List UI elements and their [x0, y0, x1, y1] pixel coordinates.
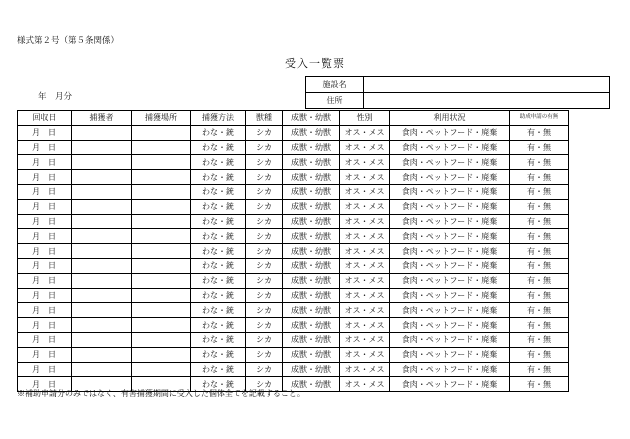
cell-hunter[interactable]	[72, 155, 132, 170]
cell-collection-date[interactable]: 月 日	[18, 332, 72, 347]
cell-age[interactable]: 成獣・幼獣	[283, 244, 340, 259]
cell-collection-date[interactable]: 月 日	[18, 258, 72, 273]
table-row	[18, 332, 569, 347]
cell-subsidy[interactable]: 有・無	[510, 318, 569, 333]
table-row	[18, 362, 569, 377]
cell-capture-method[interactable]: わな・銃	[191, 199, 246, 214]
cell-usage[interactable]: 食肉・ペットフード・廃棄	[390, 362, 510, 377]
cell-species[interactable]: シカ	[246, 244, 283, 259]
col-header-usage: 利用状況	[390, 111, 510, 126]
cell-usage[interactable]: 食肉・ペットフード・廃棄	[390, 347, 510, 362]
cell-collection-date[interactable]: 月 日	[18, 318, 72, 333]
cell-subsidy[interactable]: 有・無	[510, 184, 569, 199]
cell-age[interactable]: 成獣・幼獣	[283, 155, 340, 170]
cell-capture-method[interactable]: わな・銃	[191, 362, 246, 377]
cell-capture-method[interactable]: わな・銃	[191, 125, 246, 140]
cell-species[interactable]: シカ	[246, 288, 283, 303]
cell-capture-method[interactable]: わな・銃	[191, 170, 246, 185]
cell-sex[interactable]: オス・メス	[340, 288, 390, 303]
cell-capture-method[interactable]: わな・銃	[191, 273, 246, 288]
cell-sex[interactable]: オス・メス	[340, 318, 390, 333]
cell-hunter[interactable]	[72, 199, 132, 214]
col-header-collection-date: 回収日	[18, 111, 72, 126]
cell-usage[interactable]: 食肉・ペットフード・廃棄	[390, 273, 510, 288]
table-row	[18, 244, 569, 259]
cell-species[interactable]: シカ	[246, 332, 283, 347]
cell-hunter[interactable]	[72, 184, 132, 199]
cell-species[interactable]: シカ	[246, 303, 283, 318]
cell-age[interactable]: 成獣・幼獣	[283, 362, 340, 377]
cell-usage[interactable]: 食肉・ペットフード・廃棄	[390, 140, 510, 155]
table-row	[18, 155, 569, 170]
table-row	[18, 184, 569, 199]
cell-capture-location[interactable]	[132, 155, 191, 170]
cell-species[interactable]: シカ	[246, 140, 283, 155]
cell-capture-method[interactable]: わな・銃	[191, 377, 246, 392]
intake-table	[17, 110, 569, 392]
cell-capture-method[interactable]: わな・銃	[191, 155, 246, 170]
cell-sex[interactable]: オス・メス	[340, 377, 390, 392]
cell-collection-date[interactable]: 月 日	[18, 377, 72, 392]
cell-subsidy[interactable]: 有・無	[510, 362, 569, 377]
cell-species[interactable]: シカ	[246, 318, 283, 333]
cell-usage[interactable]: 食肉・ペットフード・廃棄	[390, 214, 510, 229]
cell-usage[interactable]: 食肉・ペットフード・廃棄	[390, 125, 510, 140]
cell-species[interactable]: シカ	[246, 125, 283, 140]
cell-capture-location[interactable]	[132, 258, 191, 273]
cell-subsidy[interactable]: 有・無	[510, 199, 569, 214]
cell-subsidy[interactable]: 有・無	[510, 288, 569, 303]
col-header-subsidy: 助成申請の有無	[510, 111, 569, 126]
table-row	[18, 258, 569, 273]
cell-capture-location[interactable]	[132, 303, 191, 318]
cell-age[interactable]: 成獣・幼獣	[283, 258, 340, 273]
cell-sex[interactable]: オス・メス	[340, 347, 390, 362]
cell-usage[interactable]: 食肉・ペットフード・廃棄	[390, 377, 510, 392]
cell-subsidy[interactable]: 有・無	[510, 140, 569, 155]
table-row	[18, 170, 569, 185]
cell-collection-date[interactable]: 月 日	[18, 155, 72, 170]
cell-age[interactable]: 成獣・幼獣	[283, 377, 340, 392]
cell-age[interactable]: 成獣・幼獣	[283, 214, 340, 229]
table-row	[18, 229, 569, 244]
cell-subsidy[interactable]: 有・無	[510, 273, 569, 288]
cell-usage[interactable]: 食肉・ペットフード・廃棄	[390, 184, 510, 199]
cell-sex[interactable]: オス・メス	[340, 170, 390, 185]
cell-age[interactable]: 成獣・幼獣	[283, 318, 340, 333]
cell-usage[interactable]: 食肉・ペットフード・廃棄	[390, 318, 510, 333]
cell-collection-date[interactable]: 月 日	[18, 347, 72, 362]
cell-collection-date[interactable]: 月 日	[18, 362, 72, 377]
cell-capture-method[interactable]: わな・銃	[191, 244, 246, 259]
cell-species[interactable]: シカ	[246, 199, 283, 214]
cell-hunter[interactable]	[72, 362, 132, 377]
cell-subsidy[interactable]: 有・無	[510, 170, 569, 185]
cell-age[interactable]: 成獣・幼獣	[283, 347, 340, 362]
cell-capture-location[interactable]	[132, 214, 191, 229]
cell-capture-location[interactable]	[132, 229, 191, 244]
cell-usage[interactable]: 食肉・ペットフード・廃棄	[390, 170, 510, 185]
cell-sex[interactable]: オス・メス	[340, 303, 390, 318]
page-title: 受入一覧票	[285, 57, 345, 70]
facility-address-field[interactable]	[364, 93, 610, 109]
cell-capture-location[interactable]	[132, 140, 191, 155]
col-header-age: 成獣・幼獣	[283, 111, 340, 126]
cell-subsidy[interactable]: 有・無	[510, 229, 569, 244]
cell-subsidy[interactable]: 有・無	[510, 125, 569, 140]
cell-capture-method[interactable]: わな・銃	[191, 288, 246, 303]
cell-collection-date[interactable]: 月 日	[18, 288, 72, 303]
cell-sex[interactable]: オス・メス	[340, 244, 390, 259]
cell-species[interactable]: シカ	[246, 273, 283, 288]
cell-capture-location[interactable]	[132, 347, 191, 362]
cell-collection-date[interactable]: 月 日	[18, 170, 72, 185]
year-month-field[interactable]: 年 月分	[38, 92, 73, 102]
cell-collection-date[interactable]: 月 日	[18, 199, 72, 214]
cell-collection-date[interactable]: 月 日	[18, 140, 72, 155]
footnote: ※補助申請分のみではなく、有害捕獲期間に受入した個体全てを記載すること。	[17, 389, 305, 398]
cell-hunter[interactable]	[72, 303, 132, 318]
cell-sex[interactable]: オス・メス	[340, 332, 390, 347]
col-header-capture-method: 捕獲方法	[191, 111, 246, 126]
cell-hunter[interactable]	[72, 347, 132, 362]
cell-subsidy[interactable]: 有・無	[510, 244, 569, 259]
cell-sex[interactable]: オス・メス	[340, 125, 390, 140]
cell-capture-location[interactable]	[132, 288, 191, 303]
cell-subsidy[interactable]: 有・無	[510, 377, 569, 392]
cell-subsidy[interactable]: 有・無	[510, 155, 569, 170]
table-row	[18, 125, 569, 140]
cell-age[interactable]: 成獣・幼獣	[283, 303, 340, 318]
facility-address-label: 住所	[306, 93, 364, 109]
cell-age[interactable]: 成獣・幼獣	[283, 184, 340, 199]
cell-hunter[interactable]	[72, 288, 132, 303]
cell-collection-date[interactable]: 月 日	[18, 244, 72, 259]
cell-capture-method[interactable]: わな・銃	[191, 332, 246, 347]
table-row	[18, 140, 569, 155]
cell-sex[interactable]: オス・メス	[340, 229, 390, 244]
cell-species[interactable]: シカ	[246, 155, 283, 170]
table-row	[18, 199, 569, 214]
cell-age[interactable]: 成獣・幼獣	[283, 199, 340, 214]
cell-hunter[interactable]	[72, 332, 132, 347]
cell-sex[interactable]: オス・メス	[340, 184, 390, 199]
cell-species[interactable]: シカ	[246, 362, 283, 377]
table-row	[18, 303, 569, 318]
cell-hunter[interactable]	[72, 140, 132, 155]
cell-capture-method[interactable]: わな・銃	[191, 258, 246, 273]
cell-species[interactable]: シカ	[246, 214, 283, 229]
cell-capture-location[interactable]	[132, 184, 191, 199]
facility-name-label: 施設名	[306, 77, 364, 93]
cell-age[interactable]: 成獣・幼獣	[283, 332, 340, 347]
form-id: 様式第２号（第５条関係）	[17, 36, 120, 46]
cell-usage[interactable]: 食肉・ペットフード・廃棄	[390, 258, 510, 273]
cell-capture-location[interactable]	[132, 199, 191, 214]
cell-usage[interactable]: 食肉・ペットフード・廃棄	[390, 229, 510, 244]
cell-capture-method[interactable]: わな・銃	[191, 303, 246, 318]
cell-capture-location[interactable]	[132, 244, 191, 259]
cell-usage[interactable]: 食肉・ペットフード・廃棄	[390, 155, 510, 170]
cell-hunter[interactable]	[72, 258, 132, 273]
cell-usage[interactable]: 食肉・ペットフード・廃棄	[390, 244, 510, 259]
cell-subsidy[interactable]: 有・無	[510, 347, 569, 362]
cell-collection-date[interactable]: 月 日	[18, 229, 72, 244]
cell-age[interactable]: 成獣・幼獣	[283, 229, 340, 244]
cell-capture-method[interactable]: わな・銃	[191, 140, 246, 155]
cell-collection-date[interactable]: 月 日	[18, 184, 72, 199]
cell-capture-location[interactable]	[132, 332, 191, 347]
cell-capture-location[interactable]	[132, 362, 191, 377]
cell-subsidy[interactable]: 有・無	[510, 332, 569, 347]
cell-sex[interactable]: オス・メス	[340, 214, 390, 229]
cell-capture-location[interactable]	[132, 125, 191, 140]
cell-collection-date[interactable]: 月 日	[18, 303, 72, 318]
cell-species[interactable]: シカ	[246, 258, 283, 273]
table-row	[18, 214, 569, 229]
cell-capture-method[interactable]: わな・銃	[191, 347, 246, 362]
facility-table	[305, 76, 610, 109]
cell-species[interactable]: シカ	[246, 347, 283, 362]
cell-capture-location[interactable]	[132, 170, 191, 185]
cell-collection-date[interactable]: 月 日	[18, 214, 72, 229]
col-header-capture-location: 捕獲場所	[132, 111, 191, 126]
table-row	[18, 347, 569, 362]
cell-capture-method[interactable]: わな・銃	[191, 318, 246, 333]
cell-hunter[interactable]	[72, 214, 132, 229]
cell-collection-date[interactable]: 月 日	[18, 273, 72, 288]
cell-sex[interactable]: オス・メス	[340, 273, 390, 288]
cell-capture-method[interactable]: わな・銃	[191, 229, 246, 244]
cell-subsidy[interactable]: 有・無	[510, 214, 569, 229]
cell-species[interactable]: シカ	[246, 229, 283, 244]
table-header-row	[18, 111, 569, 126]
col-header-hunter: 捕獲者	[72, 111, 132, 126]
cell-hunter[interactable]	[72, 170, 132, 185]
cell-hunter[interactable]	[72, 125, 132, 140]
cell-age[interactable]: 成獣・幼獣	[283, 288, 340, 303]
table-row	[18, 273, 569, 288]
cell-species[interactable]: シカ	[246, 184, 283, 199]
cell-age[interactable]: 成獣・幼獣	[283, 140, 340, 155]
cell-subsidy[interactable]: 有・無	[510, 303, 569, 318]
cell-subsidy[interactable]: 有・無	[510, 258, 569, 273]
cell-capture-location[interactable]	[132, 318, 191, 333]
cell-hunter[interactable]	[72, 244, 132, 259]
cell-hunter[interactable]	[72, 273, 132, 288]
cell-collection-date[interactable]: 月 日	[18, 125, 72, 140]
cell-capture-method[interactable]: わな・銃	[191, 214, 246, 229]
cell-sex[interactable]: オス・メス	[340, 362, 390, 377]
col-header-species: 獣種	[246, 111, 283, 126]
cell-hunter[interactable]	[72, 318, 132, 333]
cell-sex[interactable]: オス・メス	[340, 140, 390, 155]
cell-hunter[interactable]	[72, 229, 132, 244]
cell-usage[interactable]: 食肉・ペットフード・廃棄	[390, 288, 510, 303]
cell-age[interactable]: 成獣・幼獣	[283, 125, 340, 140]
cell-usage[interactable]: 食肉・ペットフード・廃棄	[390, 303, 510, 318]
cell-capture-method[interactable]: わな・銃	[191, 184, 246, 199]
table-body	[18, 125, 569, 391]
cell-species[interactable]: シカ	[246, 377, 283, 392]
cell-age[interactable]: 成獣・幼獣	[283, 273, 340, 288]
table-row	[18, 318, 569, 333]
cell-sex[interactable]: オス・メス	[340, 258, 390, 273]
cell-species[interactable]: シカ	[246, 170, 283, 185]
facility-name-field[interactable]	[364, 77, 610, 93]
cell-sex[interactable]: オス・メス	[340, 155, 390, 170]
cell-usage[interactable]: 食肉・ペットフード・廃棄	[390, 332, 510, 347]
cell-capture-location[interactable]	[132, 273, 191, 288]
cell-sex[interactable]: オス・メス	[340, 199, 390, 214]
col-header-sex: 性別	[340, 111, 390, 126]
cell-age[interactable]: 成獣・幼獣	[283, 170, 340, 185]
table-row	[18, 288, 569, 303]
cell-usage[interactable]: 食肉・ペットフード・廃棄	[390, 199, 510, 214]
